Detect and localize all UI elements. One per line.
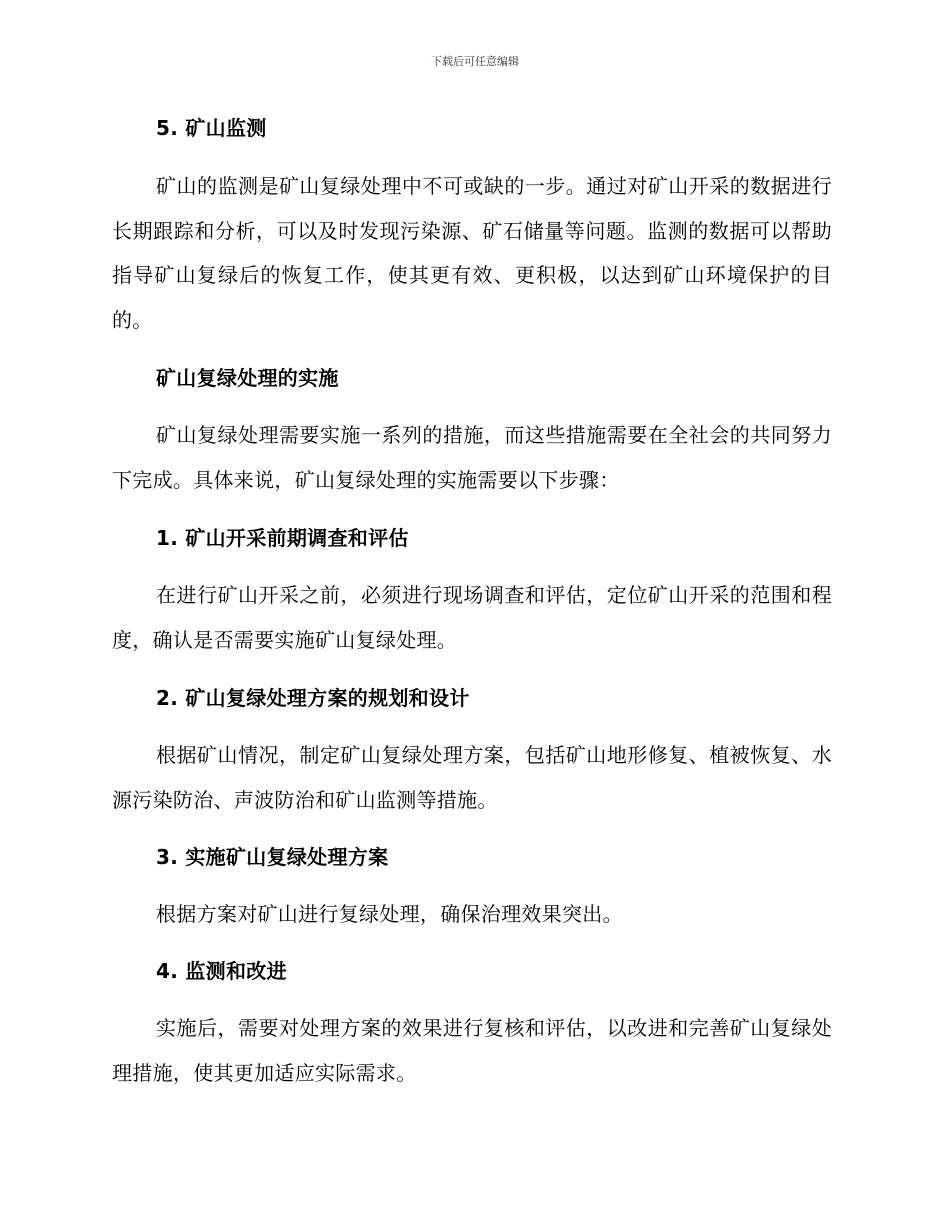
section-heading-implementation: 矿山复绿处理的实施 xyxy=(156,366,339,390)
paragraph-step-3: 根据方案对矿山进行复绿处理，确保治理效果突出。 xyxy=(156,902,623,926)
step-heading-3: 3. 实施矿山复绿处理方案 xyxy=(156,845,389,869)
step-heading-2: 2. 矿山复绿处理方案的规划和设计 xyxy=(156,686,470,710)
paragraph-step-2: 根据矿山情况，制定矿山复绿处理方案，包括矿山地形修复、植被恢复、水源污染防治、声波防治和矿山监测等措施。 xyxy=(112,743,832,812)
step-heading-1: 1. 矿山开采前期调查和评估 xyxy=(156,526,409,550)
section-heading-mine-monitoring: 5. 矿山监测 xyxy=(156,116,267,140)
step-heading-4: 4. 监测和改进 xyxy=(156,959,287,983)
paragraph-implementation: 矿山复绿处理需要实施一系列的措施，而这些措施需要在全社会的共同努力下完成。具体来说，矿山复绿处理的实施需要以下步骤： xyxy=(112,423,832,492)
paragraph-step-1: 在进行矿山开采之前，必须进行现场调查和评估，定位矿山开采的范围和程度，确认是否需要实施矿山复绿处理。 xyxy=(112,583,832,652)
paragraph-step-4: 实施后，需要对处理方案的效果进行复核和评估，以改进和完善矿山复绿处理措施，使其更加适应实际需求。 xyxy=(112,1016,832,1085)
paragraph-mine-monitoring: 矿山的监测是矿山复绿处理中不可或缺的一步。通过对矿山开采的数据进行长期跟踪和分析，可以及时发现污染源、矿石储量等问题。监测的数据可以帮助指导矿山复绿后的恢复工作，使其更有效、更积极，以达到矿山环境保护的目的。 xyxy=(112,174,832,332)
header-note: 下载后可任意编辑 xyxy=(431,55,519,68)
